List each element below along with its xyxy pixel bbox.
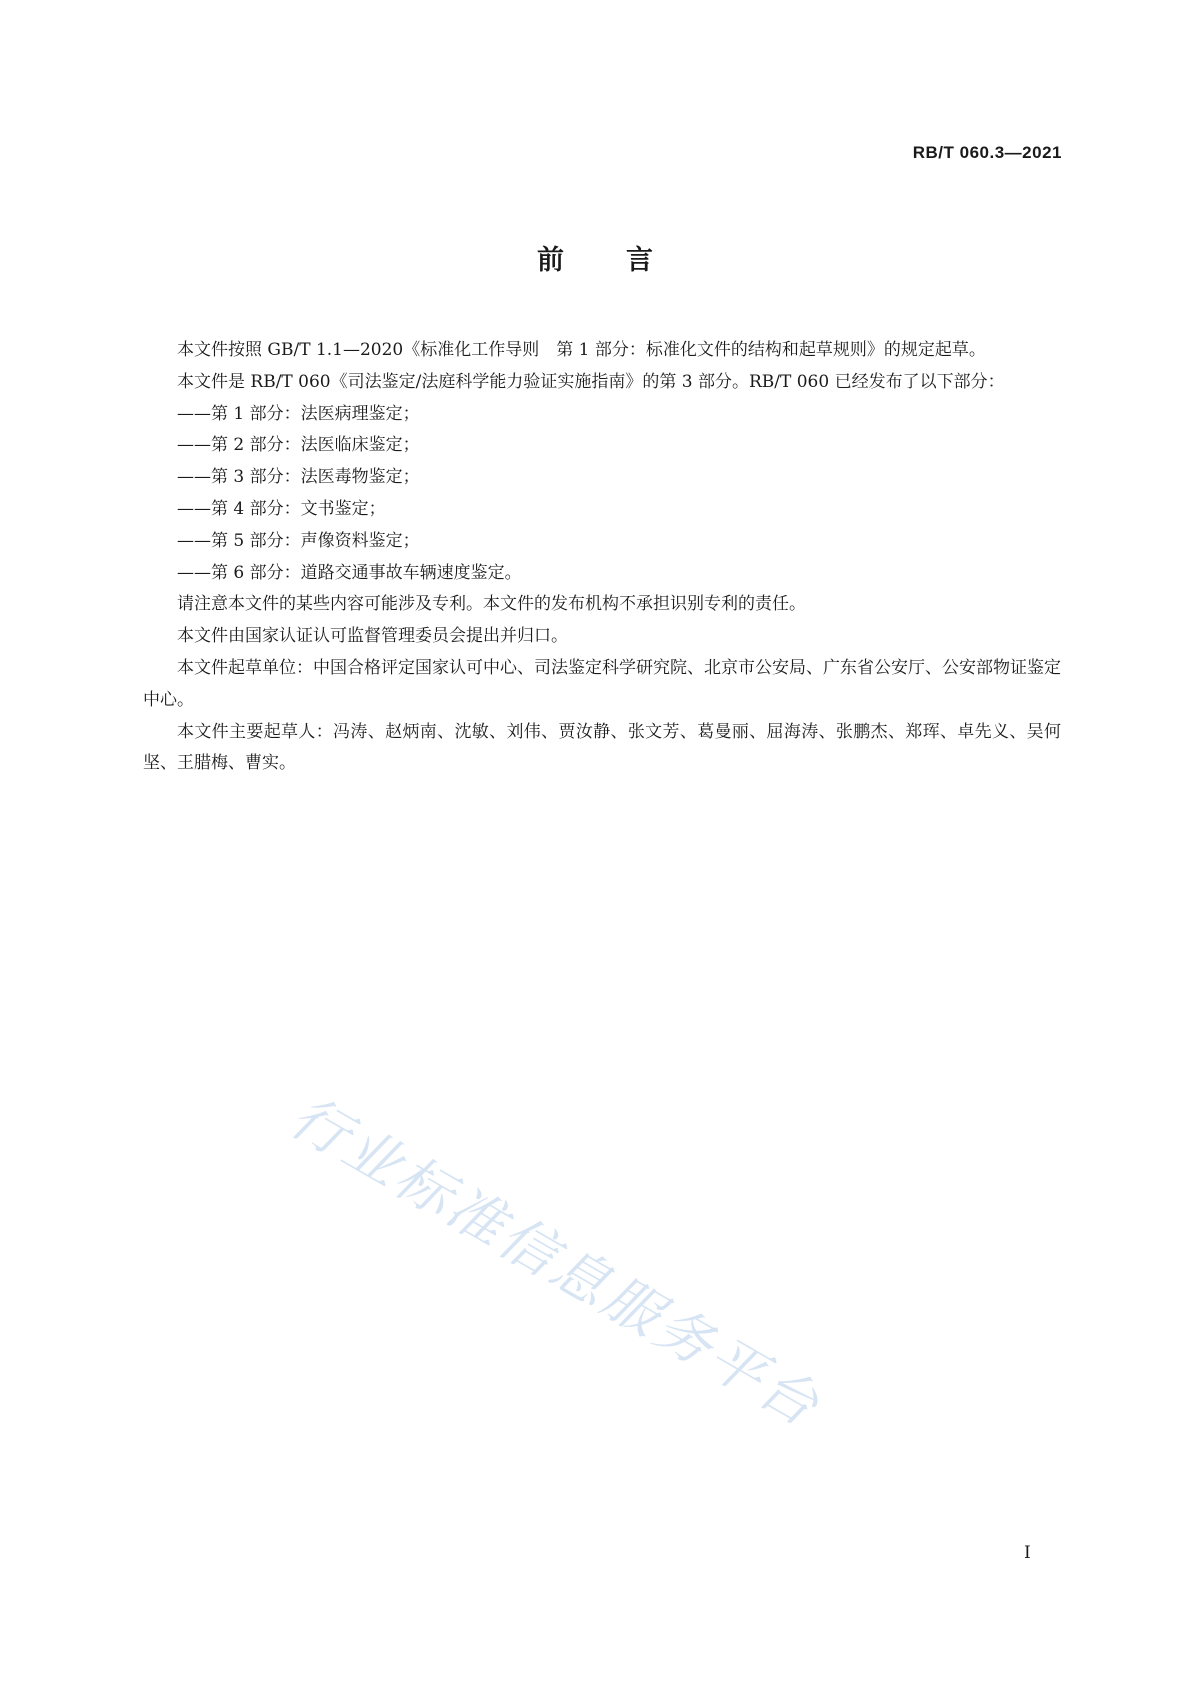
watermark-text: 行业标准信息服务平台: [279, 1084, 832, 1441]
paragraph-series-description: 本文件是 RB/T 060《司法鉴定/法庭科学能力验证实施指南》的第 3 部分。RB/T 060 已经发布了以下部分：: [177, 371, 1005, 392]
part-list-item: ——第 2 部分：法医临床鉴定；: [177, 435, 420, 456]
paragraph-drafting-basis: 本文件按照 GB/T 1.1—2020《标准化工作导则 第 1 部分：标准化文件的结构和起草规则》的规定起草。: [177, 340, 986, 360]
standard-code: RB/T 060.3—2021: [912, 143, 1062, 162]
part-list-item: ——第 5 部分：声像资料鉴定；: [177, 530, 420, 551]
part-list-item: ——第 6 部分：道路交通事故车辆速度鉴定。: [177, 562, 522, 583]
paragraph-proposer: 本文件由国家认证认可监督管理委员会提出并归口。: [177, 626, 568, 647]
document-body: [143, 335, 1061, 780]
part-list-item: ——第 4 部分：文书鉴定；: [177, 498, 386, 519]
page-number: I: [1024, 1543, 1031, 1563]
paragraph-drafters: 本文件主要起草人：冯涛、赵炳南、沈敏、刘伟、贾汝静、张文芳、葛曼丽、屈海涛、张鹏杰、郑珲、卓先义、吴何坚、王腊梅、曹实。: [143, 721, 1061, 774]
part-list-item: ——第 1 部分：法医病理鉴定；: [177, 403, 420, 424]
paragraph-patent-notice: 请注意本文件的某些内容可能涉及专利。本文件的发布机构不承担识别专利的责任。: [177, 594, 806, 615]
part-list-item: ——第 3 部分：法医毒物鉴定；: [177, 467, 420, 488]
paragraph-drafting-units: 本文件起草单位：中国合格评定国家认可中心、司法鉴定科学研究院、北京市公安局、广东省公安厅、公安部物证鉴定中心。: [143, 657, 1061, 710]
page-title: 前言: [537, 245, 715, 276]
